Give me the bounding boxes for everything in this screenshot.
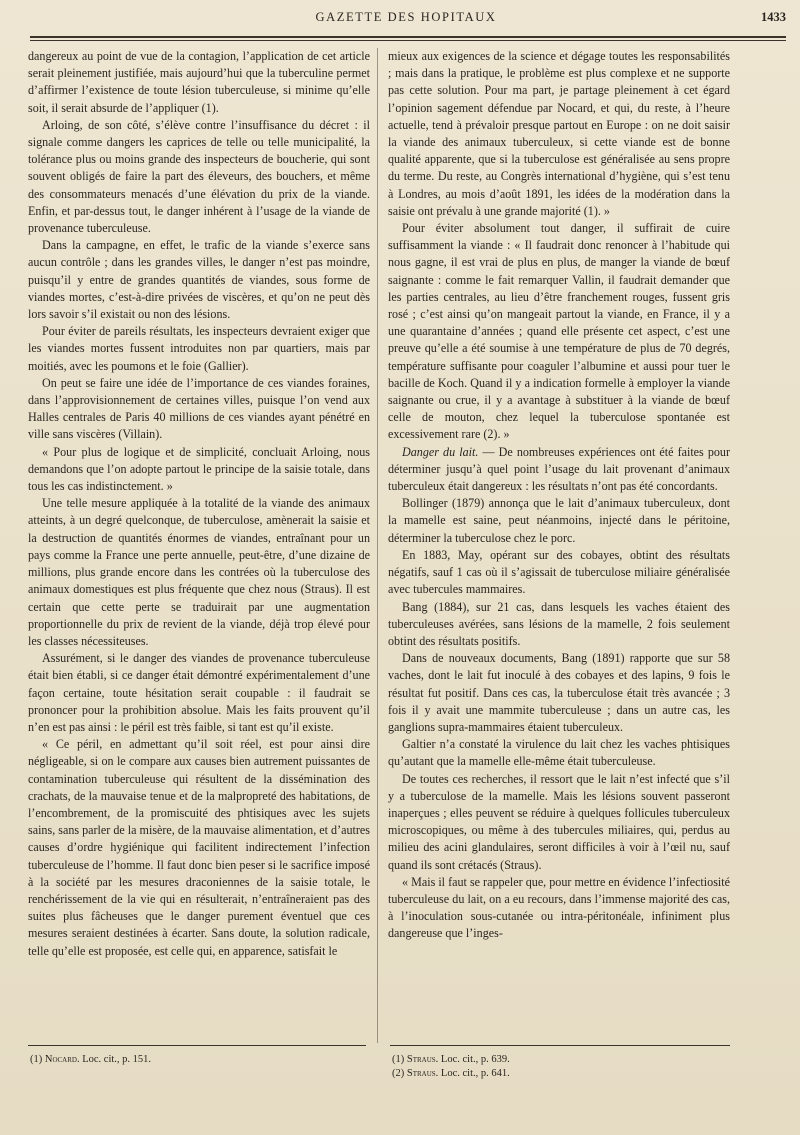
footnote-mark: (1) [30,1054,43,1065]
paragraph: En 1883, May, opérant sur des cobayes, obtint des résultats négatifs, sauf 1 cas où il s’agissait de tuberculose miliaire généralisée avec tubercules mammaires. [388,547,730,597]
footnote-mark: (1) [392,1054,405,1065]
left-column [28,48,370,960]
footnote-reference: Loc. cit., p. 151. [82,1054,152,1065]
section-heading-danger-du-lait: Danger du lait. [402,444,479,459]
footnote-rule-left [28,1045,366,1046]
paragraph: Pour éviter absolument tout danger, il suffirait de cuire suffisamment la viande : « Il faudrait donc renoncer à l’habitude qui nous gagne, il est vrai de plus en plus, de manger la viande de bœuf saignante : comme le fait remarquer Vallin, il faudrait demander que les parties centrales, au lieu d’être franchement rouges, fussent gris rosé ; c’est ainsi qu’on mangeait partout la viande, en France, il y a une quarantaine d’années ; quand elle présente cet aspect, c’est une preuve qu’elle a été soumise à une température de plus de 70 degrés, température suffisante pour coaguler l’albumine et aussi pour tuer le bacille de Koch. Quand il y a indication formelle à employer la viande saignante ou crue, il y a avantage à substituer à la viande de bœuf celle de mouton, chez lequel la tuberculose spontanée est excessivement rare (2). » [388,221,730,442]
footnotes-right [392,1053,722,1081]
paragraph: Pour éviter de pareils résultats, les inspecteurs devraient exiger que les viandes mortes fussent introduites non par quartiers, mais par moitiés, avec les poumons et le foie (Gallier). [28,324,370,373]
paragraph: Bollinger (1879) annonça que le lait d’animaux tuberculeux, dont la mamelle est saine, peut néanmoins, injecté dans le péritoine, déterminer la tuberculose chez le porc. [388,496,730,545]
footnote-reference: Loc. cit., p. 641. [440,1068,510,1079]
paragraph [388,444,730,496]
paragraph: Dans de nouveaux documents, Bang (1891) rapporte que sur 58 vaches, dont le lait fut inoculé à des cobayes et des lapins, 9 fois le résultat fut positif. Dans ces cas, la tuberculose était très avancée ; 3 fois il y avait une mammite tuberculeuse ; dans un autre cas, les ganglions supra-mammaires étaient tuberculeux. [388,651,730,734]
running-title: GAZETTE DES HOPITAUX [315,10,497,24]
footnote-author: Straus. [406,1068,439,1079]
paragraph: mieux aux exigences de la science et dégage toutes les responsabilités ; mais dans la pratique, le problème est plus complexe et ne supporte pas cette solution. Pour ma part, je partage pleinement à cet égard l’opinion sagement défendue par Nocard, et qui, du reste, à l’heure actuelle, tend à prévaloir presque partout en Europe : on ne doit saisir la viande des animaux tuberculeux, si cette viande est de bonne qualité apparente, que si la tuberculose est généralisée au sens propre du terme. Du reste, au Congrès international d’hygiène, qui s’est tenu à Londres, au mois d’août 1891, les idées de la modération dans la saisie ont prévalu à une grande majorité (1). » [388,49,730,218]
paragraph: « Pour plus de logique et de simplicité, concluait Arloing, nous demandons que l’on adopte partout le principe de la saisie totale, dans tous les cas indistinctement. » [28,444,370,494]
footnote [30,1053,360,1067]
paragraph: Une telle mesure appliquée à la totalité de la viande des animaux atteints, à un degré quelconque, de tuberculose, amènerait la saisie et la destruction de quantités énormes de viandes, entraînant pour un pays comme la France une perte annuelle, peut-être, d’une dizaine de millions, plus grande encore dans les contrées où la tuberculose des animaux domestiques est plus fréquente que chez nous (Straus). Il est certain que cette perte se traduirait par une augmentation proportionnelle du prix de revient de la viande, déjà trop élevé pour les classes nécessiteuses. [28,496,370,648]
footnote-reference: Loc. cit., p. 639. [440,1054,510,1065]
paragraph: Dans la campagne, en effet, le trafic de la viande s’exerce sans aucun contrôle ; dans les grandes villes, le danger n’est pas moindre, puisqu’il y entre de grandes quantités de viandes, sous forme de viandes mortes, c’est-à-dire privées de viscères, et qu’on ne peut dès lors savoir s’il existait ou non des lésions. [28,238,370,322]
paragraph: Arloing, de son côté, s’élève contre l’insuffisance du décret : il signale comme dangers les caprices de telle ou telle municipalité, la tolérance plus ou moins grande des inspecteurs de boucherie, qui sont souvent obligés de faire la part des éleveurs, des bouchers, et même des consommateurs menacés d’une élévation du prix de la viande. Enfin, et par-dessus tout, le danger inhérent à l’usage de la viande de provenance tuberculeuse. [28,117,370,236]
footnote [392,1053,722,1067]
footnote-rule-right [390,1045,730,1046]
page-number: 1433 [761,10,786,24]
footnote-author: Nocard. [44,1054,80,1065]
paragraph: Bang (1884), sur 21 cas, dans lesquels les vaches étaient des tuberculeuses avérées, sans lésions de la mamelle, 2 fois seulement obtint des résultats positifs. [388,599,730,648]
header-rule-thick [30,36,786,38]
paragraph: De toutes ces recherches, il ressort que le lait n’est infecté que s’il y a tuberculose de la mamelle. Mais les lésions souvent passeront inaperçues ; elles peuvent se réduire à quelques follicules tuberculeux microscopiques, ou même à des tubercules miliaires, qui, perdus au milieu des acini glandulaires, seront difficiles à voir à l’œil nu, sauf quand ils sont crétacés (Straus). [388,771,730,872]
right-column [388,48,730,943]
footnote-mark: (2) [392,1068,405,1079]
page-header [26,8,786,30]
column-divider [377,48,378,1043]
footnote-author: Straus. [406,1054,439,1065]
header-rule-thin [30,40,786,41]
paragraph: Assurément, si le danger des viandes de provenance tuberculeuse était bien établi, si ce danger était démontré expérimentalement d’une façon certaine, toute hésitation serait coupable : il faudrait se prononcer pour la prohibition absolue. Mais les faits prouvent qu’il n’en est pas ainsi : le péril est très faible, si tant est qu’il existe. [28,651,370,734]
footnote [392,1067,722,1081]
paragraph: « Mais il faut se rappeler que, pour mettre en évidence l’infectiosité tuberculeuse du lait, on a eu recours, dans l’immense majorité des cas, à l’inoculation sous-cutanée ou intra-péritonéale, infiniment plus dangereuse que l’inges- [388,874,730,941]
paragraph-text: — De nombreuses expériences ont été faites pour déterminer jusqu’à quel point l’usage du lait provenant d’animaux tuberculeux était dangereux : les résultats n’ont pas été concordants. [388,444,731,494]
paragraph: On peut se faire une idée de l’importance de ces viandes foraines, dans l’approvisionnement de certaines villes, puisque l’on vend aux Halles centrales de Paris 40 millions de ces viandes ayant pénétré en ville sans viscères (Villain). [28,375,370,442]
paragraph: dangereux au point de vue de la contagion, l’application de cet article serait pleinement justifiée, mais aujourd’hui que la tuberculine permet d’affirmer l’existence de toute lésion tuberculeuse, si minime qu’elle soit, il serait absurde de l’appliquer (1). [28,49,370,115]
paragraph: Galtier n’a constaté la virulence du lait chez les vaches phtisiques qu’autant que la mamelle elle-même était tuberculeuse. [388,737,730,769]
paragraph: « Ce péril, en admettant qu’il soit réel, est pour ainsi dire négligeable, si on le compare aux causes bien autrement puissantes de contamination tuberculeuse qui résultent de la dissémination des crachats, de la mauvaise tenue et de la malpropreté des habitations, de l’encombrement, de la promiscuité des phtisiques avec les sujets sains, sans parler de la misère, de la mauvaise alimentation, et d’autres causes d’ordre hygiénique qui facilitent indirectement l’infection tuberculeuse de l’homme. Il faut donc bien peser si le sacrifice imposé à la société par les mesures draconiennes de la saisie totale, le renchérissement de la vie qui en résulterait, n’entraîneraient pas des suites plus fâcheuses que le danger purement éventuel que ces mesures seraient destinées à écarter. Sans doute, la solution radicale, telle qu’elle est proposée, est celle qui, en apparence, satisfait le [28,737,370,958]
footnotes-left [30,1053,360,1067]
